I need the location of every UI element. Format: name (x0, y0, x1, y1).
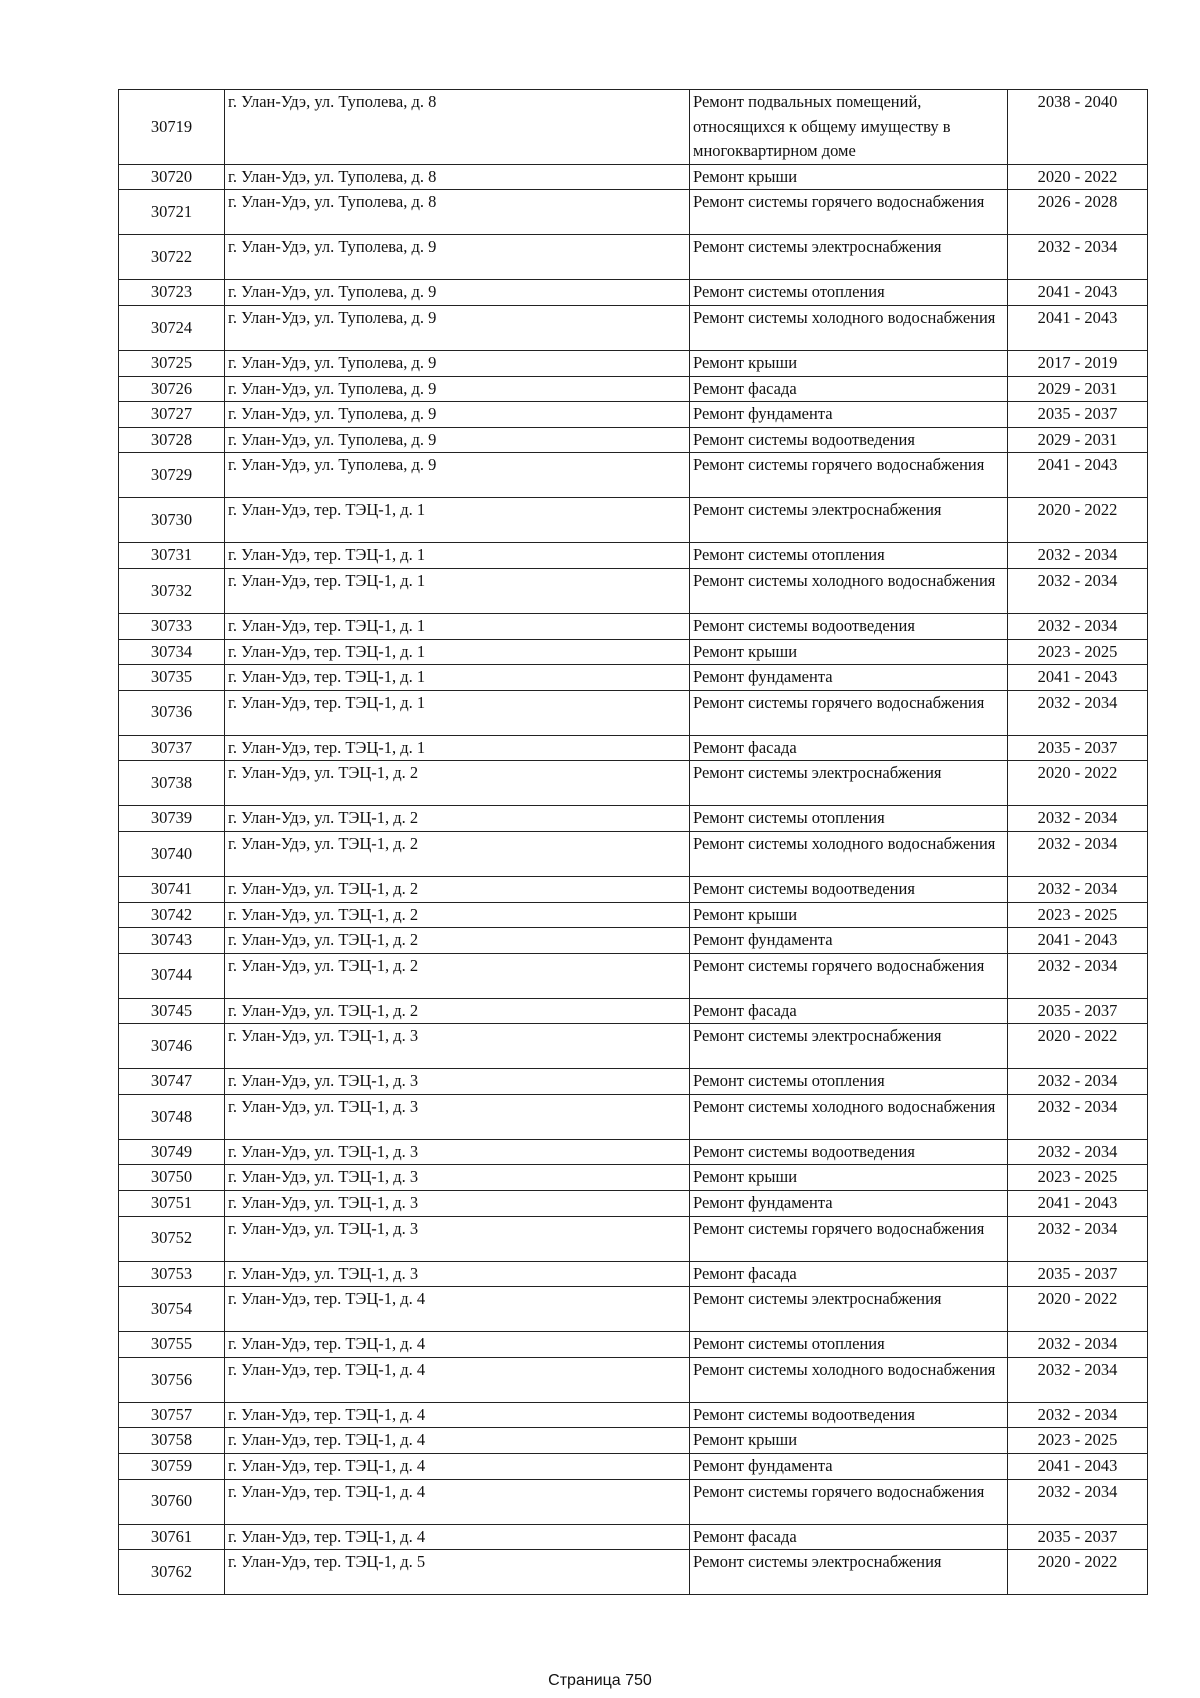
row-number-cell: 30731 (119, 543, 225, 569)
address-cell: г. Улан-Удэ, тер. ТЭЦ-1, д. 4 (225, 1287, 690, 1332)
table-row (119, 735, 1148, 761)
address-cell: г. Улан-Удэ, тер. ТЭЦ-1, д. 1 (225, 498, 690, 543)
table-row (119, 928, 1148, 954)
address-cell: г. Улан-Удэ, ул. Туполева, д. 9 (225, 235, 690, 280)
work-type-cell: Ремонт системы электроснабжения (690, 235, 1008, 280)
table-row (119, 1216, 1148, 1261)
address-cell: г. Улан-Удэ, тер. ТЭЦ-1, д. 1 (225, 639, 690, 665)
period-cell: 2041 - 2043 (1008, 453, 1148, 498)
address-cell: г. Улан-Удэ, ул. Туполева, д. 9 (225, 350, 690, 376)
period-cell: 2029 - 2031 (1008, 427, 1148, 453)
work-type-cell: Ремонт фундамента (690, 665, 1008, 691)
work-type-cell: Ремонт системы горячего водоснабжения (690, 1479, 1008, 1524)
row-number-cell: 30732 (119, 568, 225, 613)
table-row (119, 1454, 1148, 1480)
table-row (119, 376, 1148, 402)
row-number-cell: 30757 (119, 1402, 225, 1428)
period-cell: 2038 - 2040 (1008, 90, 1148, 165)
period-cell: 2035 - 2037 (1008, 402, 1148, 428)
work-type-cell: Ремонт фасада (690, 998, 1008, 1024)
address-cell: г. Улан-Удэ, ул. ТЭЦ-1, д. 2 (225, 876, 690, 902)
address-cell: г. Улан-Удэ, ул. ТЭЦ-1, д. 3 (225, 1261, 690, 1287)
address-cell: г. Улан-Удэ, тер. ТЭЦ-1, д. 1 (225, 665, 690, 691)
address-cell: г. Улан-Удэ, ул. Туполева, д. 8 (225, 90, 690, 165)
row-number-cell: 30742 (119, 902, 225, 928)
table-body (119, 90, 1148, 1595)
row-number-cell: 30755 (119, 1332, 225, 1358)
table-row (119, 998, 1148, 1024)
work-type-cell: Ремонт системы горячего водоснабжения (690, 453, 1008, 498)
address-cell: г. Улан-Удэ, ул. ТЭЦ-1, д. 3 (225, 1216, 690, 1261)
period-cell: 2032 - 2034 (1008, 1357, 1148, 1402)
work-type-cell: Ремонт системы водоотведения (690, 1402, 1008, 1428)
period-cell: 2041 - 2043 (1008, 1454, 1148, 1480)
period-cell: 2020 - 2022 (1008, 164, 1148, 190)
address-cell: г. Улан-Удэ, ул. Туполева, д. 8 (225, 190, 690, 235)
period-cell: 2035 - 2037 (1008, 998, 1148, 1024)
row-number-cell: 30719 (119, 90, 225, 165)
row-number-cell: 30726 (119, 376, 225, 402)
table-row (119, 190, 1148, 235)
address-cell: г. Улан-Удэ, тер. ТЭЦ-1, д. 4 (225, 1332, 690, 1358)
work-type-cell: Ремонт системы отопления (690, 806, 1008, 832)
period-cell: 2023 - 2025 (1008, 1428, 1148, 1454)
address-cell: г. Улан-Удэ, ул. Туполева, д. 9 (225, 427, 690, 453)
period-cell: 2032 - 2034 (1008, 568, 1148, 613)
work-type-cell: Ремонт подвальных помещений, относящихся к общему имуществу в многоквартирном доме (690, 90, 1008, 165)
period-cell: 2020 - 2022 (1008, 1287, 1148, 1332)
row-number-cell: 30762 (119, 1550, 225, 1595)
period-cell: 2017 - 2019 (1008, 350, 1148, 376)
address-cell: г. Улан-Удэ, тер. ТЭЦ-1, д. 4 (225, 1428, 690, 1454)
table-row (119, 280, 1148, 306)
work-type-cell: Ремонт крыши (690, 639, 1008, 665)
address-cell: г. Улан-Удэ, ул. Туполева, д. 9 (225, 376, 690, 402)
work-type-cell: Ремонт крыши (690, 164, 1008, 190)
work-type-cell: Ремонт системы электроснабжения (690, 761, 1008, 806)
work-type-cell: Ремонт системы холодного водоснабжения (690, 568, 1008, 613)
work-type-cell: Ремонт системы отопления (690, 1332, 1008, 1358)
address-cell: г. Улан-Удэ, ул. ТЭЦ-1, д. 3 (225, 1139, 690, 1165)
row-number-cell: 30738 (119, 761, 225, 806)
work-type-cell: Ремонт системы электроснабжения (690, 498, 1008, 543)
row-number-cell: 30724 (119, 305, 225, 350)
row-number-cell: 30759 (119, 1454, 225, 1480)
row-number-cell: 30756 (119, 1357, 225, 1402)
address-cell: г. Улан-Удэ, ул. ТЭЦ-1, д. 3 (225, 1024, 690, 1069)
table-row (119, 1191, 1148, 1217)
address-cell: г. Улан-Удэ, тер. ТЭЦ-1, д. 1 (225, 735, 690, 761)
table-row (119, 568, 1148, 613)
row-number-cell: 30741 (119, 876, 225, 902)
row-number-cell: 30723 (119, 280, 225, 306)
row-number-cell: 30758 (119, 1428, 225, 1454)
address-cell: г. Улан-Удэ, тер. ТЭЦ-1, д. 1 (225, 543, 690, 569)
table-row (119, 1524, 1148, 1550)
period-cell: 2032 - 2034 (1008, 953, 1148, 998)
table-row (119, 1357, 1148, 1402)
address-cell: г. Улан-Удэ, ул. ТЭЦ-1, д. 3 (225, 1094, 690, 1139)
work-type-cell: Ремонт системы горячего водоснабжения (690, 1216, 1008, 1261)
table-row (119, 427, 1148, 453)
table-row (119, 453, 1148, 498)
period-cell: 2032 - 2034 (1008, 1216, 1148, 1261)
work-type-cell: Ремонт системы холодного водоснабжения (690, 831, 1008, 876)
row-number-cell: 30748 (119, 1094, 225, 1139)
row-number-cell: 30737 (119, 735, 225, 761)
row-number-cell: 30751 (119, 1191, 225, 1217)
work-type-cell: Ремонт крыши (690, 1165, 1008, 1191)
work-type-cell: Ремонт системы отопления (690, 280, 1008, 306)
row-number-cell: 30736 (119, 690, 225, 735)
address-cell: г. Улан-Удэ, ул. ТЭЦ-1, д. 2 (225, 806, 690, 832)
period-cell: 2035 - 2037 (1008, 1524, 1148, 1550)
row-number-cell: 30722 (119, 235, 225, 280)
period-cell: 2029 - 2031 (1008, 376, 1148, 402)
page-number: Страница 750 (548, 1672, 652, 1689)
work-type-cell: Ремонт системы холодного водоснабжения (690, 305, 1008, 350)
address-cell: г. Улан-Удэ, ул. Туполева, д. 9 (225, 305, 690, 350)
address-cell: г. Улан-Удэ, ул. ТЭЦ-1, д. 2 (225, 953, 690, 998)
work-type-cell: Ремонт фундамента (690, 402, 1008, 428)
row-number-cell: 30745 (119, 998, 225, 1024)
row-number-cell: 30743 (119, 928, 225, 954)
address-cell: г. Улан-Удэ, тер. ТЭЦ-1, д. 4 (225, 1479, 690, 1524)
table-row (119, 1479, 1148, 1524)
period-cell: 2032 - 2034 (1008, 235, 1148, 280)
row-number-cell: 30733 (119, 613, 225, 639)
work-type-cell: Ремонт системы водоотведения (690, 876, 1008, 902)
table-row (119, 831, 1148, 876)
row-number-cell: 30739 (119, 806, 225, 832)
period-cell: 2023 - 2025 (1008, 902, 1148, 928)
period-cell: 2032 - 2034 (1008, 1094, 1148, 1139)
table-row (119, 953, 1148, 998)
period-cell: 2032 - 2034 (1008, 613, 1148, 639)
work-type-cell: Ремонт системы холодного водоснабжения (690, 1357, 1008, 1402)
row-number-cell: 30750 (119, 1165, 225, 1191)
address-cell: г. Улан-Удэ, ул. Туполева, д. 9 (225, 402, 690, 428)
row-number-cell: 30754 (119, 1287, 225, 1332)
table-row (119, 402, 1148, 428)
row-number-cell: 30730 (119, 498, 225, 543)
work-type-cell: Ремонт фундамента (690, 1191, 1008, 1217)
work-type-cell: Ремонт системы горячего водоснабжения (690, 690, 1008, 735)
work-type-cell: Ремонт крыши (690, 902, 1008, 928)
address-cell: г. Улан-Удэ, ул. ТЭЦ-1, д. 2 (225, 902, 690, 928)
repair-schedule-table (118, 89, 1148, 1595)
address-cell: г. Улан-Удэ, тер. ТЭЦ-1, д. 1 (225, 568, 690, 613)
period-cell: 2032 - 2034 (1008, 1332, 1148, 1358)
period-cell: 2035 - 2037 (1008, 1261, 1148, 1287)
work-type-cell: Ремонт системы водоотведения (690, 613, 1008, 639)
work-type-cell: Ремонт системы отопления (690, 543, 1008, 569)
work-type-cell: Ремонт системы горячего водоснабжения (690, 953, 1008, 998)
table-row (119, 761, 1148, 806)
row-number-cell: 30727 (119, 402, 225, 428)
period-cell: 2020 - 2022 (1008, 761, 1148, 806)
period-cell: 2032 - 2034 (1008, 876, 1148, 902)
row-number-cell: 30760 (119, 1479, 225, 1524)
row-number-cell: 30761 (119, 1524, 225, 1550)
row-number-cell: 30744 (119, 953, 225, 998)
period-cell: 2023 - 2025 (1008, 639, 1148, 665)
period-cell: 2041 - 2043 (1008, 665, 1148, 691)
period-cell: 2032 - 2034 (1008, 1139, 1148, 1165)
table-row (119, 1332, 1148, 1358)
work-type-cell: Ремонт системы холодного водоснабжения (690, 1094, 1008, 1139)
period-cell: 2041 - 2043 (1008, 280, 1148, 306)
work-type-cell: Ремонт системы электроснабжения (690, 1024, 1008, 1069)
table-row (119, 350, 1148, 376)
table-row (119, 1165, 1148, 1191)
address-cell: г. Улан-Удэ, ул. ТЭЦ-1, д. 2 (225, 761, 690, 806)
period-cell: 2032 - 2034 (1008, 1069, 1148, 1095)
period-cell: 2032 - 2034 (1008, 543, 1148, 569)
period-cell: 2032 - 2034 (1008, 1479, 1148, 1524)
work-type-cell: Ремонт системы водоотведения (690, 427, 1008, 453)
row-number-cell: 30728 (119, 427, 225, 453)
table-row (119, 1094, 1148, 1139)
row-number-cell: 30740 (119, 831, 225, 876)
table-row (119, 1024, 1148, 1069)
row-number-cell: 30749 (119, 1139, 225, 1165)
table-row (119, 639, 1148, 665)
period-cell: 2020 - 2022 (1008, 1024, 1148, 1069)
row-number-cell: 30734 (119, 639, 225, 665)
address-cell: г. Улан-Удэ, тер. ТЭЦ-1, д. 4 (225, 1454, 690, 1480)
address-cell: г. Улан-Удэ, тер. ТЭЦ-1, д. 4 (225, 1402, 690, 1428)
address-cell: г. Улан-Удэ, ул. ТЭЦ-1, д. 3 (225, 1069, 690, 1095)
address-cell: г. Улан-Удэ, ул. ТЭЦ-1, д. 2 (225, 928, 690, 954)
work-type-cell: Ремонт фасада (690, 376, 1008, 402)
period-cell: 2026 - 2028 (1008, 190, 1148, 235)
work-type-cell: Ремонт системы водоотведения (690, 1139, 1008, 1165)
row-number-cell: 30735 (119, 665, 225, 691)
period-cell: 2032 - 2034 (1008, 690, 1148, 735)
period-cell: 2032 - 2034 (1008, 1402, 1148, 1428)
table-row (119, 690, 1148, 735)
work-type-cell: Ремонт системы электроснабжения (690, 1287, 1008, 1332)
period-cell: 2020 - 2022 (1008, 498, 1148, 543)
address-cell: г. Улан-Удэ, ул. Туполева, д. 9 (225, 280, 690, 306)
table-row (119, 1261, 1148, 1287)
table-row (119, 498, 1148, 543)
table-row (119, 902, 1148, 928)
work-type-cell: Ремонт фасада (690, 1261, 1008, 1287)
table-row (119, 876, 1148, 902)
table-row (119, 164, 1148, 190)
table-row (119, 806, 1148, 832)
period-cell: 2020 - 2022 (1008, 1550, 1148, 1595)
address-cell: г. Улан-Удэ, ул. ТЭЦ-1, д. 3 (225, 1191, 690, 1217)
address-cell: г. Улан-Удэ, тер. ТЭЦ-1, д. 1 (225, 690, 690, 735)
work-type-cell: Ремонт крыши (690, 350, 1008, 376)
table-row (119, 665, 1148, 691)
table-row (119, 1550, 1148, 1595)
table-row (119, 1069, 1148, 1095)
row-number-cell: 30721 (119, 190, 225, 235)
table-row (119, 235, 1148, 280)
period-cell: 2032 - 2034 (1008, 806, 1148, 832)
work-type-cell: Ремонт фундамента (690, 1454, 1008, 1480)
row-number-cell: 30753 (119, 1261, 225, 1287)
address-cell: г. Улан-Удэ, тер. ТЭЦ-1, д. 5 (225, 1550, 690, 1595)
address-cell: г. Улан-Удэ, ул. Туполева, д. 9 (225, 453, 690, 498)
address-cell: г. Улан-Удэ, ул. Туполева, д. 8 (225, 164, 690, 190)
row-number-cell: 30729 (119, 453, 225, 498)
work-type-cell: Ремонт системы электроснабжения (690, 1550, 1008, 1595)
row-number-cell: 30720 (119, 164, 225, 190)
period-cell: 2023 - 2025 (1008, 1165, 1148, 1191)
work-type-cell: Ремонт фасада (690, 735, 1008, 761)
row-number-cell: 30746 (119, 1024, 225, 1069)
work-type-cell: Ремонт фасада (690, 1524, 1008, 1550)
row-number-cell: 30747 (119, 1069, 225, 1095)
work-type-cell: Ремонт системы горячего водоснабжения (690, 190, 1008, 235)
table-row (119, 613, 1148, 639)
work-type-cell: Ремонт фундамента (690, 928, 1008, 954)
row-number-cell: 30752 (119, 1216, 225, 1261)
period-cell: 2041 - 2043 (1008, 305, 1148, 350)
address-cell: г. Улан-Удэ, тер. ТЭЦ-1, д. 4 (225, 1524, 690, 1550)
work-type-cell: Ремонт системы отопления (690, 1069, 1008, 1095)
table-row (119, 1402, 1148, 1428)
period-cell: 2035 - 2037 (1008, 735, 1148, 761)
period-cell: 2032 - 2034 (1008, 831, 1148, 876)
table-row (119, 305, 1148, 350)
address-cell: г. Улан-Удэ, тер. ТЭЦ-1, д. 1 (225, 613, 690, 639)
table-row (119, 90, 1148, 165)
period-cell: 2041 - 2043 (1008, 1191, 1148, 1217)
row-number-cell: 30725 (119, 350, 225, 376)
address-cell: г. Улан-Удэ, ул. ТЭЦ-1, д. 3 (225, 1165, 690, 1191)
work-type-cell: Ремонт крыши (690, 1428, 1008, 1454)
address-cell: г. Улан-Удэ, ул. ТЭЦ-1, д. 2 (225, 831, 690, 876)
table-row (119, 1287, 1148, 1332)
table-row (119, 1428, 1148, 1454)
address-cell: г. Улан-Удэ, тер. ТЭЦ-1, д. 4 (225, 1357, 690, 1402)
address-cell: г. Улан-Удэ, ул. ТЭЦ-1, д. 2 (225, 998, 690, 1024)
table-row (119, 543, 1148, 569)
period-cell: 2041 - 2043 (1008, 928, 1148, 954)
table-row (119, 1139, 1148, 1165)
